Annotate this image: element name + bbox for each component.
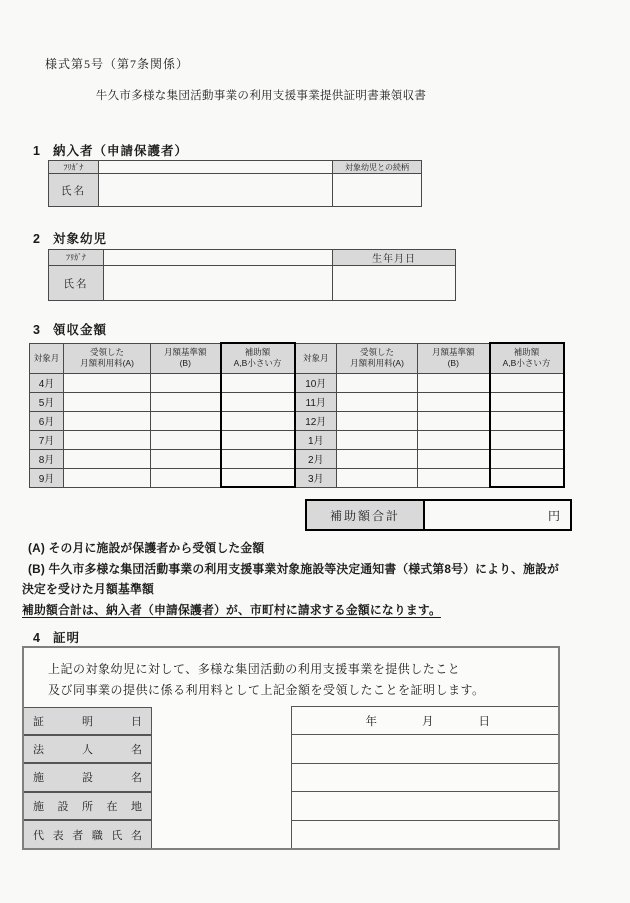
standard-header-line2: (B) <box>447 358 459 368</box>
subsidy-amount-cell <box>221 373 295 392</box>
month-cell: 10月 <box>295 373 337 392</box>
section2-heading-label: 対象幼児 <box>53 232 108 246</box>
day-label: 日 <box>478 715 490 728</box>
subsidy-amount-cell <box>490 468 564 487</box>
receipt-header-row <box>30 343 564 373</box>
section2-heading <box>33 229 107 247</box>
subsidy-amount-cell <box>490 449 564 468</box>
subsidy-amount-cell <box>490 430 564 449</box>
received-header-line2: 月額利用料(A) <box>350 358 404 368</box>
subsidy-total-row <box>306 500 571 530</box>
representative-label: 代 表 者 職 氏 名 <box>24 820 152 848</box>
standard-amount-cell <box>418 468 490 487</box>
subsidy-amount-cell <box>490 373 564 392</box>
received-amount-cell <box>337 449 418 468</box>
representative-row <box>24 820 558 848</box>
subsidy-total-table <box>305 499 572 531</box>
note-a: (A) その月に施設が保護者から受領した金額 <box>28 541 265 555</box>
subsidy-total-unit: 円 <box>547 508 560 523</box>
section4-number: 4 <box>33 631 41 645</box>
payer-furigana-label: ﾌﾘｶﾞﾅ <box>49 161 99 174</box>
received-header-line2: 月額利用料(A) <box>80 358 134 368</box>
certification-statement-line1: 上記の対象幼児に対して、多様な集団活動の利用支援事業を提供したこと <box>48 662 461 676</box>
birthdate-value-cell <box>333 266 456 301</box>
section2-number: 2 <box>33 232 41 246</box>
certification-statement <box>24 648 558 706</box>
subsidy-amount-cell <box>221 411 295 430</box>
standard-amount-cell <box>418 411 490 430</box>
child-furigana-value-cell <box>104 250 333 266</box>
section1-heading <box>33 141 188 159</box>
received-amount-cell <box>64 468 151 487</box>
receipt-row <box>30 411 564 430</box>
note-b-line1: (B) 牛久市多様な集団活動事業の利用支援事業対象施設等決定通知書（様式第8号）により、施設が <box>28 561 560 576</box>
month-cell: 1月 <box>295 430 337 449</box>
standard-amount-cell <box>418 430 490 449</box>
received-header-line1: 受領した <box>359 347 394 357</box>
received-amount-cell <box>337 373 418 392</box>
child-furigana-row <box>49 250 456 266</box>
facility-name-value-cell <box>291 763 558 791</box>
month-cell: 12月 <box>295 411 337 430</box>
payer-table <box>48 160 422 207</box>
certification-date-value-cell <box>291 707 558 735</box>
subsidy-amount-cell <box>221 392 295 411</box>
facility-address-label: 施 設 所 在 地 <box>24 792 152 820</box>
subsidy-total-label: 補助額合計 <box>306 500 424 530</box>
corporation-name-row <box>24 735 558 763</box>
section4-heading-label: 証明 <box>53 631 81 645</box>
certification-statement-line2: 及び同事業の提供に係る利用料として上記金額を受領したことを証明します。 <box>48 683 485 697</box>
month-cell: 6月 <box>30 411 64 430</box>
received-header-line1: 受領した <box>89 347 124 357</box>
standard-amount-cell <box>151 373 221 392</box>
child-name-value-cell <box>104 266 333 301</box>
subsidy-amount-cell <box>221 468 295 487</box>
relation-value-cell <box>333 174 422 207</box>
subsidy-total-value-cell <box>424 500 571 530</box>
received-amount-cell <box>337 468 418 487</box>
standard-amount-cell <box>151 468 221 487</box>
payer-name-row <box>49 174 422 207</box>
certification-table <box>24 706 558 848</box>
note-claim-total: 補助額合計は、納入者（申請保護者）が、市町村に請求する金額になります。 <box>22 602 441 617</box>
subsidy-header-left <box>221 343 295 373</box>
month-cell: 5月 <box>30 392 64 411</box>
subsidy-amount-cell <box>490 392 564 411</box>
standard-amount-cell <box>418 392 490 411</box>
standard-header-line1: 月額基準額 <box>163 347 207 357</box>
certification-date-row <box>24 707 558 735</box>
received-amount-cell <box>337 392 418 411</box>
month-cell: 11月 <box>295 392 337 411</box>
standard-amount-cell <box>151 430 221 449</box>
standard-header-line2: (B) <box>179 358 191 368</box>
note-b-line2: 決定を受けた月額基準額 <box>22 582 154 596</box>
standard-amount-cell <box>418 373 490 392</box>
standard-header-right <box>418 343 490 373</box>
subsidy-header-line1: 補助額 <box>244 347 271 358</box>
child-name-label: 氏名 <box>49 266 104 301</box>
section4-heading <box>33 628 80 646</box>
section3-heading-label: 領収金額 <box>53 323 108 337</box>
month-cell: 3月 <box>295 468 337 487</box>
receipt-row <box>30 392 564 411</box>
subsidy-amount-cell <box>221 430 295 449</box>
received-amount-cell <box>64 430 151 449</box>
subsidy-header-right <box>490 343 564 373</box>
document-title: 牛久市多様な集団活動事業の利用支援事業提供証明書兼領収書 <box>95 90 427 102</box>
year-label: 年 <box>365 715 377 728</box>
month-cell: 7月 <box>30 430 64 449</box>
payer-furigana-value-cell <box>99 161 333 174</box>
subsidy-header-line2: A,B小さい方 <box>233 358 282 369</box>
month-header-right: 対象月 <box>295 343 337 373</box>
relation-label: 対象幼児との続柄 <box>333 161 422 174</box>
birthdate-label: 生年月日 <box>333 250 456 266</box>
received-amount-cell <box>64 373 151 392</box>
child-table <box>48 249 456 301</box>
standard-amount-cell <box>151 392 221 411</box>
standard-amount-cell <box>418 449 490 468</box>
certification-date-value <box>292 713 559 729</box>
certification-date-label: 証 明 日 <box>24 707 152 735</box>
certification-box <box>22 646 560 850</box>
standard-amount-cell <box>151 411 221 430</box>
receipt-amount-table <box>29 342 565 488</box>
child-furigana-label: ﾌﾘｶﾞﾅ <box>49 250 104 266</box>
corporation-name-label: 法 人 名 <box>24 735 152 763</box>
section1-heading-label: 納入者（申請保護者） <box>53 144 189 158</box>
month-cell: 2月 <box>295 449 337 468</box>
subsidy-amount-cell <box>490 411 564 430</box>
received-amount-cell <box>337 411 418 430</box>
section3-heading <box>33 320 107 338</box>
payer-furigana-row <box>49 161 422 174</box>
standard-header-left <box>151 343 221 373</box>
payer-name-value-cell <box>99 174 333 207</box>
subsidy-header-line2: A,B小さい方 <box>502 358 551 369</box>
month-header-left: 対象月 <box>30 343 64 373</box>
standard-header-line1: 月額基準額 <box>431 347 475 357</box>
section1-number: 1 <box>33 144 41 158</box>
form-number: 様式第5号（第7条関係） <box>45 57 190 71</box>
month-cell: 8月 <box>30 449 64 468</box>
receipt-row <box>30 430 564 449</box>
subsidy-amount-cell <box>221 449 295 468</box>
facility-address-row <box>24 792 558 820</box>
receipt-row <box>30 468 564 487</box>
payer-name-label: 氏名 <box>49 174 99 207</box>
month-cell: 4月 <box>30 373 64 392</box>
corporation-name-value-cell <box>291 735 558 763</box>
section3-number: 3 <box>33 323 41 337</box>
child-name-row <box>49 266 456 301</box>
subsidy-header-line1: 補助額 <box>513 347 540 358</box>
month-label: 月 <box>422 715 434 728</box>
received-header-right <box>337 343 418 373</box>
month-cell: 9月 <box>30 468 64 487</box>
received-amount-cell <box>64 411 151 430</box>
notes-block <box>22 538 612 620</box>
standard-amount-cell <box>151 449 221 468</box>
facility-name-row <box>24 763 558 791</box>
receipt-row <box>30 373 564 392</box>
received-amount-cell <box>64 392 151 411</box>
facility-name-label: 施 設 名 <box>24 763 152 791</box>
facility-address-value-cell <box>291 792 558 820</box>
received-header-left <box>64 343 151 373</box>
receipt-row <box>30 449 564 468</box>
received-amount-cell <box>337 430 418 449</box>
representative-value-cell <box>291 820 558 848</box>
received-amount-cell <box>64 449 151 468</box>
